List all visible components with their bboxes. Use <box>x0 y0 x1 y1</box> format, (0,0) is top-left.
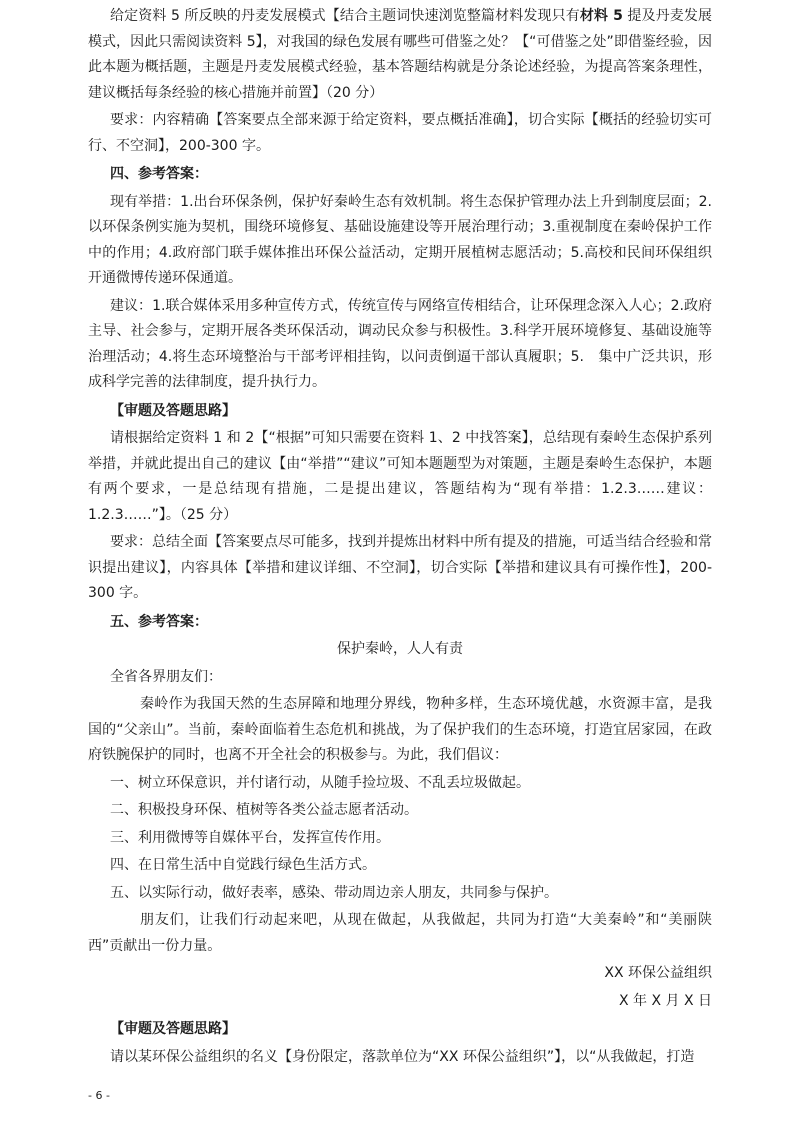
letter-date: X 年 X 月 X 日 <box>618 992 712 1009</box>
letter-closing: 朋友们，让我们行动起来吧，从现在做起，从我做起，共同为打造“大美秦岭”和“美丽陕西”贡献出一份力量。 <box>88 912 712 954</box>
letter-salutation: 全省各界朋友们： <box>110 668 222 685</box>
section4-suggestions: 建议：1.联合媒体采用多种宣传方式，传统宣传与网络宣传相结合，让环保理念深入人心；2.政府主导、社会参与，定期开展各类环保活动，调动民众参与积极性。3.科学开展环境修复、基础设施等治理活动；4.将生态环境整治与干部考评相挂钩，以问责倒逼干部认真履职；5. 集中广泛共识，形成科学完善的法律制度，提升执行力。 <box>88 297 712 390</box>
analysis4-requirement: 要求：总结全面【答案要点尽可能多，找到并提炼出材料中所有提及的措施，可适当结合经验和常识提出建议】，内容具体【举措和建议详细、不空洞】，切合实际【举措和建议具有可操作性】，200-300 字。 <box>88 534 712 601</box>
letter-proposal-2: 二、积极投身环保、植树等各类公益志愿者活动。 <box>110 802 418 818</box>
letter-proposal-4: 四、在日常生活中自觉践行绿色生活方式。 <box>110 857 376 873</box>
page-number: - 6 - <box>88 1089 110 1102</box>
prev-analysis-question-text-2: 提及丹麦发展模式，因此只需阅读资料 5】，对我国的绿色发展有哪些可借鉴之处？【“可借鉴之处”即借鉴经验，因此本题为概括题，主题是丹麦发展模式经验，基本答题结构就是分条论述经验，为提高答案条理性，建议概括每条经验的核心措施并前置】（20 分） <box>88 8 713 101</box>
analysis4-heading: 【审题及答题思路】 <box>110 402 236 419</box>
prev-analysis-question <box>88 4 712 106</box>
section4-current-measures: 现有举措：1.出台环保条例，保护好秦岭生态有效机制。将生态保护管理办法上升到制度层面；2.以环保条例实施为契机，围绕环境修复、基础设施建设等开展治理行动；3.重视制度在秦岭保护工作中的作用；4.政府部门联手媒体推出环保公益活动，定期开展植树志愿活动；5.高校和民间环保组织开通微博传递环保通道。 <box>88 193 712 286</box>
section4-heading: 四、参考答案： <box>110 166 208 182</box>
letter-proposal-5: 五、以实际行动，做好表率，感染、带动周边亲人朋友，共同参与保护。 <box>110 884 558 901</box>
page-content <box>88 4 712 1070</box>
letter-title: 保护秦岭，人人有责 <box>337 641 463 657</box>
letter-proposal-3: 三、利用微博等自媒体平台，发挥宣传作用。 <box>110 829 390 846</box>
section5-heading: 五、参考答案： <box>110 613 208 630</box>
analysis4-question: 请根据给定资料 1 和 2【“根据”可知只需要在资料 1、2 中找答案】，总结现有秦岭生态保护系列举措，并就此提出自己的建议【由“举措”“建议”可知本题题型为对策题，主题是秦岭生态保护，本题有两个要求，一是总结现有措施，二是提出建议，答题结构为“现有举措：1.2.3……建议：1.2.3……”】。（25 分） <box>88 430 712 523</box>
prev-analysis-question-bold: 材料 5 <box>579 8 623 24</box>
prev-analysis-question-text-1: 给定资料 5 所反映的丹麦发展模式【结合主题词快速浏览整篇材料发现只有 <box>110 8 580 24</box>
prev-analysis-requirement: 要求：内容精确【答案要点全部来源于给定资料，要点概括准确】，切合实际【概括的经验切实可行、不空洞】，200-300 字。 <box>88 112 712 154</box>
letter-intro: 秦岭作为我国天然的生态屏障和地理分界线，物种多样，生态环境优越，水资源丰富，是我国的“父亲山”。当前，秦岭面临着生态危机和挑战，为了保护我们的生态环境，打造宜居家园，在政府铁腕保护的同时，也离不开全社会的积极参与。为此，我们倡议： <box>88 696 712 763</box>
analysis5-heading: 【审题及答题思路】 <box>110 1021 236 1037</box>
analysis5-question: 请以某环保公益组织的名义【身份限定，落款单位为“XX 环保公益组织”】，以“从我做起，打造 <box>110 1048 695 1065</box>
letter-signature: XX 环保公益组织 <box>604 965 712 981</box>
letter-proposal-1: 一、树立环保意识，并付诸行动，从随手捡垃圾、不乱丢垃圾做起。 <box>110 774 530 791</box>
